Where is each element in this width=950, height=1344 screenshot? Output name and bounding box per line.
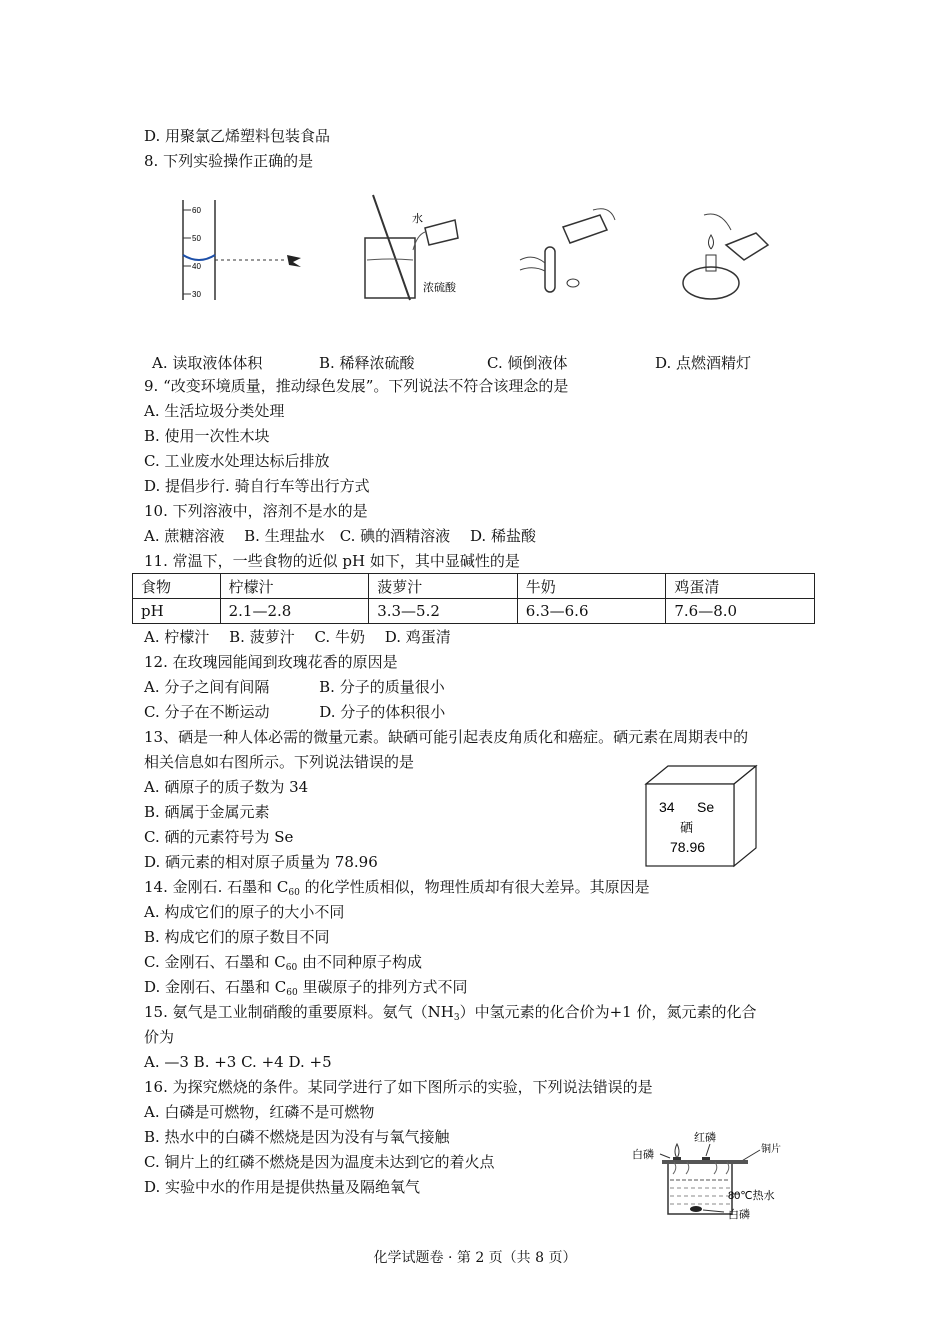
red-phosphorus-piece bbox=[702, 1157, 710, 1160]
q15-stem-line2: 价为 bbox=[144, 1028, 175, 1046]
table-cell: 3.3—5.2 bbox=[369, 599, 518, 624]
q9-option-c: C. 工业废水处理达标后排放 bbox=[144, 452, 330, 470]
q8-fig-c-pour-liquid bbox=[515, 205, 625, 300]
q13-stem-line1: 13、硒是一种人体必需的微量元素。缺硒可能引起表皮角质化和癌症。硒元素在周期表中的 bbox=[144, 728, 749, 746]
q14-stem bbox=[144, 877, 650, 903]
q15-stem-line1 bbox=[144, 1002, 756, 1028]
q13-option-b: B. 硒属于金属元素 bbox=[144, 803, 270, 821]
q15-options: A. —3 B. +3 C. +4 D. +5 bbox=[144, 1053, 332, 1071]
beaker bbox=[365, 238, 415, 298]
eye-icon bbox=[287, 255, 301, 267]
q9-option-b: B. 使用一次性木块 bbox=[144, 427, 270, 445]
c60-subscript: 60 bbox=[285, 963, 298, 973]
q14-option-b: B. 构成它们的原子数目不同 bbox=[144, 928, 330, 946]
table-cell: 菠萝汁 bbox=[369, 574, 518, 599]
q11-options: A. 柠檬汁 B. 菠萝汁 C. 牛奶 D. 鸡蛋清 bbox=[144, 628, 451, 646]
hand-right bbox=[593, 209, 615, 220]
hand bbox=[704, 214, 731, 230]
q8-option-b: B. 稀释浓硫酸 bbox=[319, 354, 415, 372]
q14-stem-post: 的化学性质相似，物理性质却有很大差异。其原因是 bbox=[299, 878, 650, 896]
q13-option-a: A. 硒原子的质子数为 34 bbox=[144, 778, 309, 796]
hand-left bbox=[520, 257, 545, 271]
nh3-subscript: 3 bbox=[453, 1013, 460, 1023]
q8-fig-a-cylinder bbox=[165, 195, 315, 305]
atomic-number: 34 bbox=[659, 799, 675, 815]
q14d-post: 里碳原子的排列方式不同 bbox=[297, 978, 468, 996]
q13-stem-line2: 相关信息如右图所示。下列说法错误的是 bbox=[144, 753, 415, 771]
liquid-surface bbox=[367, 259, 413, 260]
flame bbox=[709, 235, 714, 249]
combustion-figure bbox=[628, 1128, 793, 1223]
card-side-face bbox=[734, 766, 756, 866]
q14c-post: 由不同种原子构成 bbox=[297, 953, 422, 971]
q8-stem: 8. 下列实验操作正确的是 bbox=[144, 152, 314, 170]
q8-fig-d-light-lamp bbox=[676, 205, 786, 305]
element-symbol: Se bbox=[697, 799, 715, 815]
c60-subscript: 60 bbox=[288, 888, 300, 898]
q13-option-d: D. 硒元素的相对原子质量为 78.96 bbox=[144, 853, 378, 871]
q8-option-c: C. 倾倒液体 bbox=[487, 354, 568, 372]
q9-option-d: D. 提倡步行. 骑自行车等出行方式 bbox=[144, 477, 370, 495]
q14c-pre: C. 金刚石、石墨和 C bbox=[144, 953, 286, 971]
beaker bbox=[668, 1164, 732, 1214]
c60-subscript: 60 bbox=[286, 988, 298, 998]
second-lamp bbox=[726, 233, 768, 260]
hot-water-label: 80℃热水 bbox=[728, 1190, 775, 1202]
q8-option-d: D. 点燃酒精灯 bbox=[655, 354, 752, 372]
q8-options bbox=[152, 352, 751, 373]
table-cell: 柠檬汁 bbox=[220, 574, 369, 599]
q14-stem-pre: 14. 金刚石. 石墨和 C bbox=[144, 878, 289, 896]
table-cell: 2.1—2.8 bbox=[220, 599, 369, 624]
white-phosphorus-piece bbox=[673, 1157, 681, 1160]
table-cell: 食物 bbox=[133, 574, 221, 599]
q12-options-ab: A. 分子之间有间隔 B. 分子的质量很小 bbox=[144, 678, 445, 696]
q11-stem: 11. 常温下，一些食物的近似 pH 如下，其中显碱性的是 bbox=[144, 552, 520, 570]
q10-stem: 10. 下列溶液中，溶剂不是水的是 bbox=[144, 502, 368, 520]
table-cell: pH bbox=[133, 599, 221, 624]
element-name: 硒 bbox=[680, 820, 694, 835]
q8-fig-b-dilute-acid bbox=[355, 190, 475, 305]
lamp-wick bbox=[706, 255, 716, 271]
glass-rod bbox=[373, 195, 410, 300]
table-row bbox=[133, 574, 815, 599]
q10-options: A. 蔗糖溶液 B. 生理盐水 C. 碘的酒精溶液 D. 稀盐酸 bbox=[144, 527, 536, 545]
alcohol-lamp bbox=[683, 267, 739, 299]
tick-label-50: 50 bbox=[192, 234, 201, 243]
q16-stem: 16. 为探究燃烧的条件。某同学进行了如下图所示的实验，下列说法错误的是 bbox=[144, 1078, 653, 1096]
acid-label: 浓硫酸 bbox=[423, 282, 456, 294]
atomic-mass: 78.96 bbox=[670, 839, 706, 855]
q12-options-cd: C. 分子在不断运动 D. 分子的体积很小 bbox=[144, 703, 446, 721]
bottle-stopper bbox=[567, 279, 579, 287]
reagent-bottle bbox=[563, 215, 607, 243]
q16-option-d: D. 实验中水的作用是提供热量及隔绝氧气 bbox=[144, 1178, 421, 1196]
q14d-pre: D. 金刚石、石墨和 C bbox=[144, 978, 287, 996]
red-phosphorus-label: 红磷 bbox=[694, 1132, 716, 1144]
q16-option-b: B. 热水中的白磷不燃烧是因为没有与氧气接触 bbox=[144, 1128, 450, 1146]
element-card bbox=[640, 762, 760, 870]
q13-option-c: C. 硒的元素符号为 Se bbox=[144, 828, 294, 846]
meniscus bbox=[183, 255, 215, 260]
white-phosphorus-bottom-label: 白磷 bbox=[728, 1209, 750, 1221]
q9-option-a: A. 生活垃圾分类处理 bbox=[144, 402, 285, 420]
q16-option-a: A. 白磷是可燃物，红磷不是可燃物 bbox=[144, 1103, 375, 1121]
q7-option-d: D. 用聚氯乙烯塑料包装食品 bbox=[144, 127, 331, 145]
tick-label-60: 60 bbox=[192, 206, 201, 215]
q12-stem: 12. 在玫瑰园能闻到玫瑰花香的原因是 bbox=[144, 653, 398, 671]
q15-post: ）中氢元素的化合价为+1 价，氮元素的化合 bbox=[459, 1003, 757, 1021]
white-phosphorus-top-label: 白磷 bbox=[632, 1149, 654, 1161]
q8-option-a: A. 读取液体体积 bbox=[152, 354, 263, 372]
table-cell: 6.3—6.6 bbox=[517, 599, 666, 624]
table-row bbox=[133, 599, 815, 624]
copper-sheet-label: 铜片 bbox=[761, 1144, 781, 1155]
pouring-beaker bbox=[425, 220, 458, 245]
leader-line bbox=[660, 1154, 670, 1158]
submerged-white-phosphorus bbox=[690, 1206, 702, 1212]
table-cell: 牛奶 bbox=[517, 574, 666, 599]
q14-option-c bbox=[144, 952, 422, 978]
table-cell: 鸡蛋清 bbox=[666, 574, 815, 599]
q14-option-d bbox=[144, 977, 468, 1003]
leader-line bbox=[703, 1210, 724, 1212]
test-tube bbox=[545, 247, 555, 292]
q14-option-a: A. 构成它们的原子的大小不同 bbox=[144, 903, 345, 921]
table-cell: 7.6—8.0 bbox=[666, 599, 815, 624]
tick-label-40: 40 bbox=[192, 262, 201, 271]
tick-label-30: 30 bbox=[192, 290, 201, 299]
q15-pre: 15. 氨气是工业制硝酸的重要原料。氨气（NH bbox=[144, 1003, 454, 1021]
flame-icon bbox=[675, 1144, 679, 1158]
water-label: 水 bbox=[412, 213, 423, 225]
ph-table bbox=[132, 573, 815, 624]
q16-option-c: C. 铜片上的红磷不燃烧是因为温度未达到它的着火点 bbox=[144, 1153, 495, 1171]
q9-stem: 9. “改变环境质量，推动绿色发展”。下列说法不符合该理念的是 bbox=[144, 377, 569, 395]
leader-line bbox=[706, 1144, 710, 1156]
page-footer: 化学试题卷 · 第 2 页（共 8 页） bbox=[373, 1250, 577, 1266]
